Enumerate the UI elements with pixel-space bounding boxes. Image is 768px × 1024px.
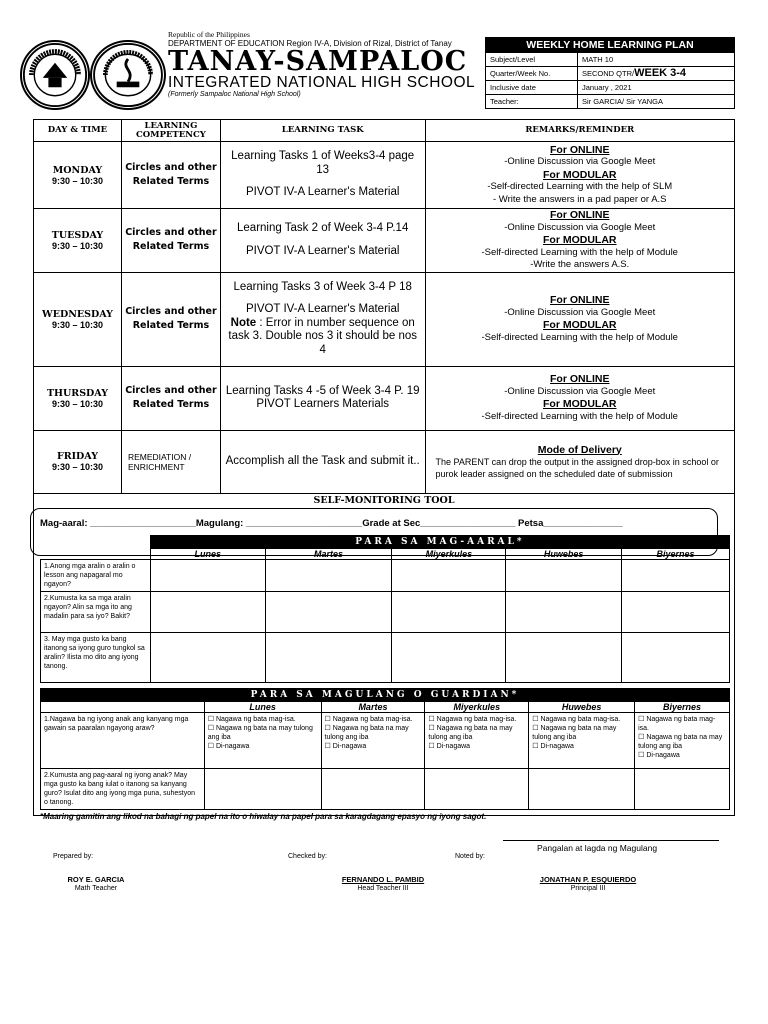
answer-cell[interactable] — [265, 592, 392, 633]
remark-text: -Online Discussion via Google Meet — [504, 221, 656, 233]
info-value: MATH 10 — [582, 55, 614, 64]
day-header: Martes — [321, 702, 425, 713]
info-value: January , 2021 — [582, 83, 632, 92]
remark-online: For ONLINE — [550, 143, 610, 156]
question-cell: 2.Kumusta ka sa mga aralin ngayon? Alin sa mga ito ang madalin para sa iyo? Bakit? — [41, 592, 151, 633]
remark-text: -Self-directed Learning with the help of SLM — [487, 181, 673, 193]
info-row — [486, 94, 734, 108]
option-alone[interactable]: ☐ Nagawa ng bata mag-isa. — [324, 716, 413, 723]
options-cell[interactable] — [204, 713, 321, 769]
monitoring-title: SELF-MONITORING TOOL — [313, 495, 455, 506]
answer-cell[interactable] — [204, 769, 321, 810]
table-header-row — [34, 120, 735, 142]
day-name: MONDAY — [52, 164, 103, 176]
answer-cell[interactable] — [506, 633, 622, 683]
info-value — [578, 67, 734, 80]
table-row — [41, 592, 730, 633]
day-name: FRIDAY — [56, 451, 98, 462]
remark-text: The PARENT can drop the output in the assigned drop-box in school or purok leader assigned on the scheduled date of submission — [435, 456, 719, 479]
answer-cell[interactable] — [635, 769, 730, 810]
parent-table — [40, 688, 730, 810]
answer-cell[interactable] — [265, 633, 392, 683]
option-alone[interactable]: ☐ Nagawa ng bata mag-isa. — [638, 716, 716, 732]
monitoring-note: *Maaring gamitin ang likod na bahagi ng papel na ito o hiwalay na papel para sa karagdagang epasyo ng iyong sagot. — [40, 812, 487, 821]
answer-cell[interactable] — [506, 592, 622, 633]
remark-online: For ONLINE — [550, 209, 610, 221]
answer-cell[interactable] — [529, 769, 635, 810]
option-alone[interactable]: ☐ Nagawa ng bata mag-isa. — [532, 716, 621, 723]
day-time: 9:30 – 10:30 — [51, 240, 103, 251]
question-cell: 2.Kumusta ang pag-aaral ng iyong anak? May mga gusto ka bang iulat o itanong sa kanyang guro? Isulat dito ang iyong mga puna, suhestyon o tanong. — [41, 769, 205, 810]
option-alone[interactable]: ☐ Nagawa ng bata mag-isa. — [207, 716, 296, 723]
day-header: Lunes — [204, 702, 321, 713]
task-cell — [220, 209, 425, 273]
option-not-done[interactable]: ☐ Di-nagawa — [428, 743, 471, 750]
task-text: Learning Tasks 1 of Weeks3-4 page 13 — [231, 150, 415, 176]
option-alone[interactable]: ☐ Nagawa ng bata mag-isa. — [428, 716, 517, 723]
remarks-cell — [425, 142, 735, 209]
remark-online: For ONLINE — [550, 294, 610, 306]
question-cell: 1.Nagawa ba ng iyong anak ang kanyang mga gawain sa paaralan ngayong araw? — [41, 713, 205, 769]
remark-text: -Write the answers A.S. — [530, 259, 630, 270]
table-row — [41, 560, 730, 592]
day-header: Lunes — [150, 549, 265, 560]
competency-cell: Circles and other Related Terms — [121, 209, 220, 273]
remark-modular: For MODULAR — [543, 168, 617, 181]
answer-cell[interactable] — [425, 769, 529, 810]
option-not-done[interactable]: ☐ Di-nagawa — [638, 752, 680, 759]
question-cell: 3. May mga gusto ka bang itanong sa iyong guro tungkol sa aralin? Ilista mo dito ang iyong tanong. — [41, 633, 151, 683]
plan-info-box — [485, 37, 735, 109]
task-cell — [220, 430, 425, 493]
day-cell — [34, 366, 122, 430]
day-header: Huwebes — [529, 702, 635, 713]
options-cell[interactable] — [425, 713, 529, 769]
table-row — [34, 430, 735, 493]
day-time: 9:30 – 10:30 — [51, 319, 103, 330]
option-helped[interactable]: ☐ Nagawa ng bata na may tulong ang iba — [207, 725, 313, 741]
answer-cell[interactable] — [265, 560, 392, 592]
table-row — [34, 209, 735, 273]
remark-online: For ONLINE — [550, 373, 610, 385]
day-name: TUESDAY — [51, 229, 104, 241]
header-remarks: REMARKS/REMINDER — [425, 120, 735, 142]
day-cell — [34, 209, 122, 273]
option-helped[interactable]: ☐ Nagawa ng bata na may tulong ang iba — [638, 734, 723, 750]
remarks-cell — [425, 272, 735, 366]
remark-modular: For MODULAR — [543, 398, 617, 410]
student-table — [40, 535, 730, 683]
prepared-label: Prepared by: — [53, 853, 94, 860]
task-cell — [220, 366, 425, 430]
republic-text: Republic of the Philippines — [168, 30, 250, 39]
day-cell — [34, 430, 122, 493]
deped-seal — [20, 40, 90, 110]
mode-of-delivery: Mode of Delivery — [537, 443, 622, 456]
answer-cell[interactable] — [150, 633, 265, 683]
info-value: Sir GARCIA/ Sir YANGA — [582, 97, 663, 106]
day-time: 9:30 – 10:30 — [51, 175, 103, 186]
parent-signature-line — [503, 840, 719, 841]
table-row — [34, 272, 735, 366]
answer-cell[interactable] — [506, 560, 622, 592]
header-day-time: DAY & TIME — [34, 120, 122, 142]
day-header: Huwebes — [506, 549, 622, 560]
school-subname: INTEGRATED NATIONAL HIGH SCHOOL — [168, 74, 476, 91]
competency-cell: Circles and other Related Terms — [121, 366, 220, 430]
remark-text: -Online Discussion via Google Meet — [504, 385, 656, 397]
task-material: PIVOT IV-A Learner's Material — [245, 303, 400, 316]
remark-text: -Self-directed Learning with the help of Module — [481, 246, 678, 258]
formerly-text: (Formerly Sampaloc National High School) — [168, 91, 301, 98]
task-material: PIVOT IV-A Learner's Material — [245, 244, 400, 257]
task-material: PIVOT IV-A Learner's Material — [245, 186, 400, 199]
day-header: Biyernes — [635, 702, 730, 713]
table-row — [41, 769, 730, 810]
day-time: 9:30 – 10:30 — [51, 462, 103, 472]
checked-role: Head Teacher III — [357, 885, 409, 892]
task-text: Learning Task 2 of Week 3-4 P.14 — [237, 222, 409, 235]
option-not-done[interactable]: ☐ Di-nagawa — [324, 743, 367, 750]
remark-text: -Self-directed Learning with the help of Module — [481, 410, 678, 422]
remark-text: -Self-directed Learning with the help of Module — [481, 331, 678, 343]
competency-cell: Circles and other Related Terms — [121, 272, 220, 366]
answer-cell[interactable] — [392, 592, 506, 633]
prepared-role: Math Teacher — [74, 885, 118, 892]
note-text: : Error in number sequence on task 3. Double nos 3 it should be nos 4 — [228, 316, 417, 356]
day-name: THURSDAY — [46, 387, 108, 399]
task-cell — [220, 272, 425, 366]
noted-role: Principal III — [570, 885, 606, 892]
remark-modular: For MODULAR — [543, 319, 617, 331]
day-name: WEDNESDAY — [42, 308, 113, 320]
day-header: Martes — [265, 549, 392, 560]
day-header: Miyerkules — [425, 702, 529, 713]
parent-signature-label: Pangalan at lagda ng Magulang — [537, 843, 658, 853]
info-key: Quarter/Week No. — [486, 67, 578, 80]
option-helped[interactable]: ☐ Nagawa ng bata na may tulong ang iba — [532, 725, 617, 741]
school-seal — [90, 40, 166, 110]
info-row — [486, 66, 734, 80]
task-text: Learning Tasks 4 -5 of Week 3-4 P. 19 PIVOT Learners Materials — [225, 384, 420, 410]
department-text: DEPARTMENT OF EDUCATION Region IV-A, Division of Rizal, District of Tanay — [168, 39, 452, 48]
question-cell: 1.Anong mga aralin o aralin o lesson ang napagaral mo ngayon? — [41, 560, 151, 592]
day-cell — [34, 272, 122, 366]
plan-title: WEEKLY HOME LEARNING PLAN — [486, 38, 734, 52]
answer-cell[interactable] — [622, 560, 730, 592]
info-row — [486, 80, 734, 94]
task-text: Learning Tasks 3 of Week 3-4 P 18 — [233, 280, 412, 293]
header-task: LEARNING TASK — [220, 120, 425, 142]
student-header-row — [41, 549, 730, 560]
student-band: PARA SA MAG-AARAL* — [150, 536, 729, 549]
answer-cell[interactable] — [150, 592, 265, 633]
table-row — [41, 633, 730, 683]
option-helped[interactable]: ☐ Nagawa ng bata na may tulong ang iba — [324, 725, 409, 741]
noted-label: Noted by: — [455, 853, 485, 860]
info-key: Teacher: — [486, 95, 578, 108]
prepared-name: ROY E. GARCIA — [67, 875, 125, 884]
name-line: Mag-aaral: ____________________Magulang: ______________________Grade at Sec__________________ Petsa_______________ — [40, 518, 623, 529]
remark-text: -Online Discussion via Google Meet — [504, 306, 656, 318]
noted-name: JONATHAN P. ESQUIERDO — [539, 875, 637, 884]
task-text: Accomplish all the Task and submit it.. — [225, 454, 420, 467]
note-label: Note — [230, 316, 257, 329]
table-row — [34, 142, 735, 209]
task-note — [225, 317, 421, 358]
competency-cell: REMEDIATION / ENRICHMENT — [121, 430, 220, 493]
day-cell — [34, 142, 122, 209]
answer-cell[interactable] — [392, 633, 506, 683]
learning-plan-table — [33, 119, 735, 494]
remarks-cell — [425, 366, 735, 430]
remark-modular: For MODULAR — [543, 234, 617, 246]
checked-label: Checked by: — [288, 853, 327, 860]
answer-cell[interactable] — [150, 560, 265, 592]
answer-cell[interactable] — [622, 633, 730, 683]
table-row — [34, 366, 735, 430]
answer-cell[interactable] — [622, 592, 730, 633]
info-key: Subject/Level — [486, 53, 578, 66]
school-header — [168, 30, 488, 98]
school-name: TANAY-SAMPALOC — [168, 46, 468, 77]
week-text: WEEK 3-4 — [634, 67, 687, 79]
info-row — [486, 52, 734, 66]
option-helped[interactable]: ☐ Nagawa ng bata na may tulong ang iba — [428, 725, 513, 741]
option-not-done[interactable]: ☐ Di-nagawa — [207, 743, 250, 750]
task-cell — [220, 142, 425, 209]
competency-cell: Circles and other Related Terms — [121, 142, 220, 209]
options-cell[interactable] — [321, 713, 425, 769]
parent-header-row — [41, 702, 730, 713]
answer-cell[interactable] — [392, 560, 506, 592]
remarks-cell — [425, 430, 735, 493]
options-cell[interactable] — [529, 713, 635, 769]
info-key: Inclusive date — [486, 81, 578, 94]
day-time: 9:30 – 10:30 — [51, 398, 103, 409]
remarks-cell — [425, 209, 735, 273]
day-header: Biyernes — [622, 549, 730, 560]
answer-cell[interactable] — [321, 769, 425, 810]
header-competency: LEARNING COMPETENCY — [121, 120, 220, 142]
checked-name: FERNANDO L. PAMBID — [341, 875, 425, 884]
day-header: Miyerkules — [392, 549, 506, 560]
table-row — [41, 713, 730, 769]
remark-text: - Write the answers in a pad paper or A.S — [492, 193, 667, 205]
quarter-text: SECOND QTR/ — [582, 69, 635, 78]
remark-text: -Online Discussion via Google Meet — [504, 156, 656, 168]
options-cell[interactable] — [635, 713, 730, 769]
option-not-done[interactable]: ☐ Di-nagawa — [532, 743, 574, 750]
parent-band: PARA SA MAGULANG O GUARDIAN* — [41, 689, 730, 702]
